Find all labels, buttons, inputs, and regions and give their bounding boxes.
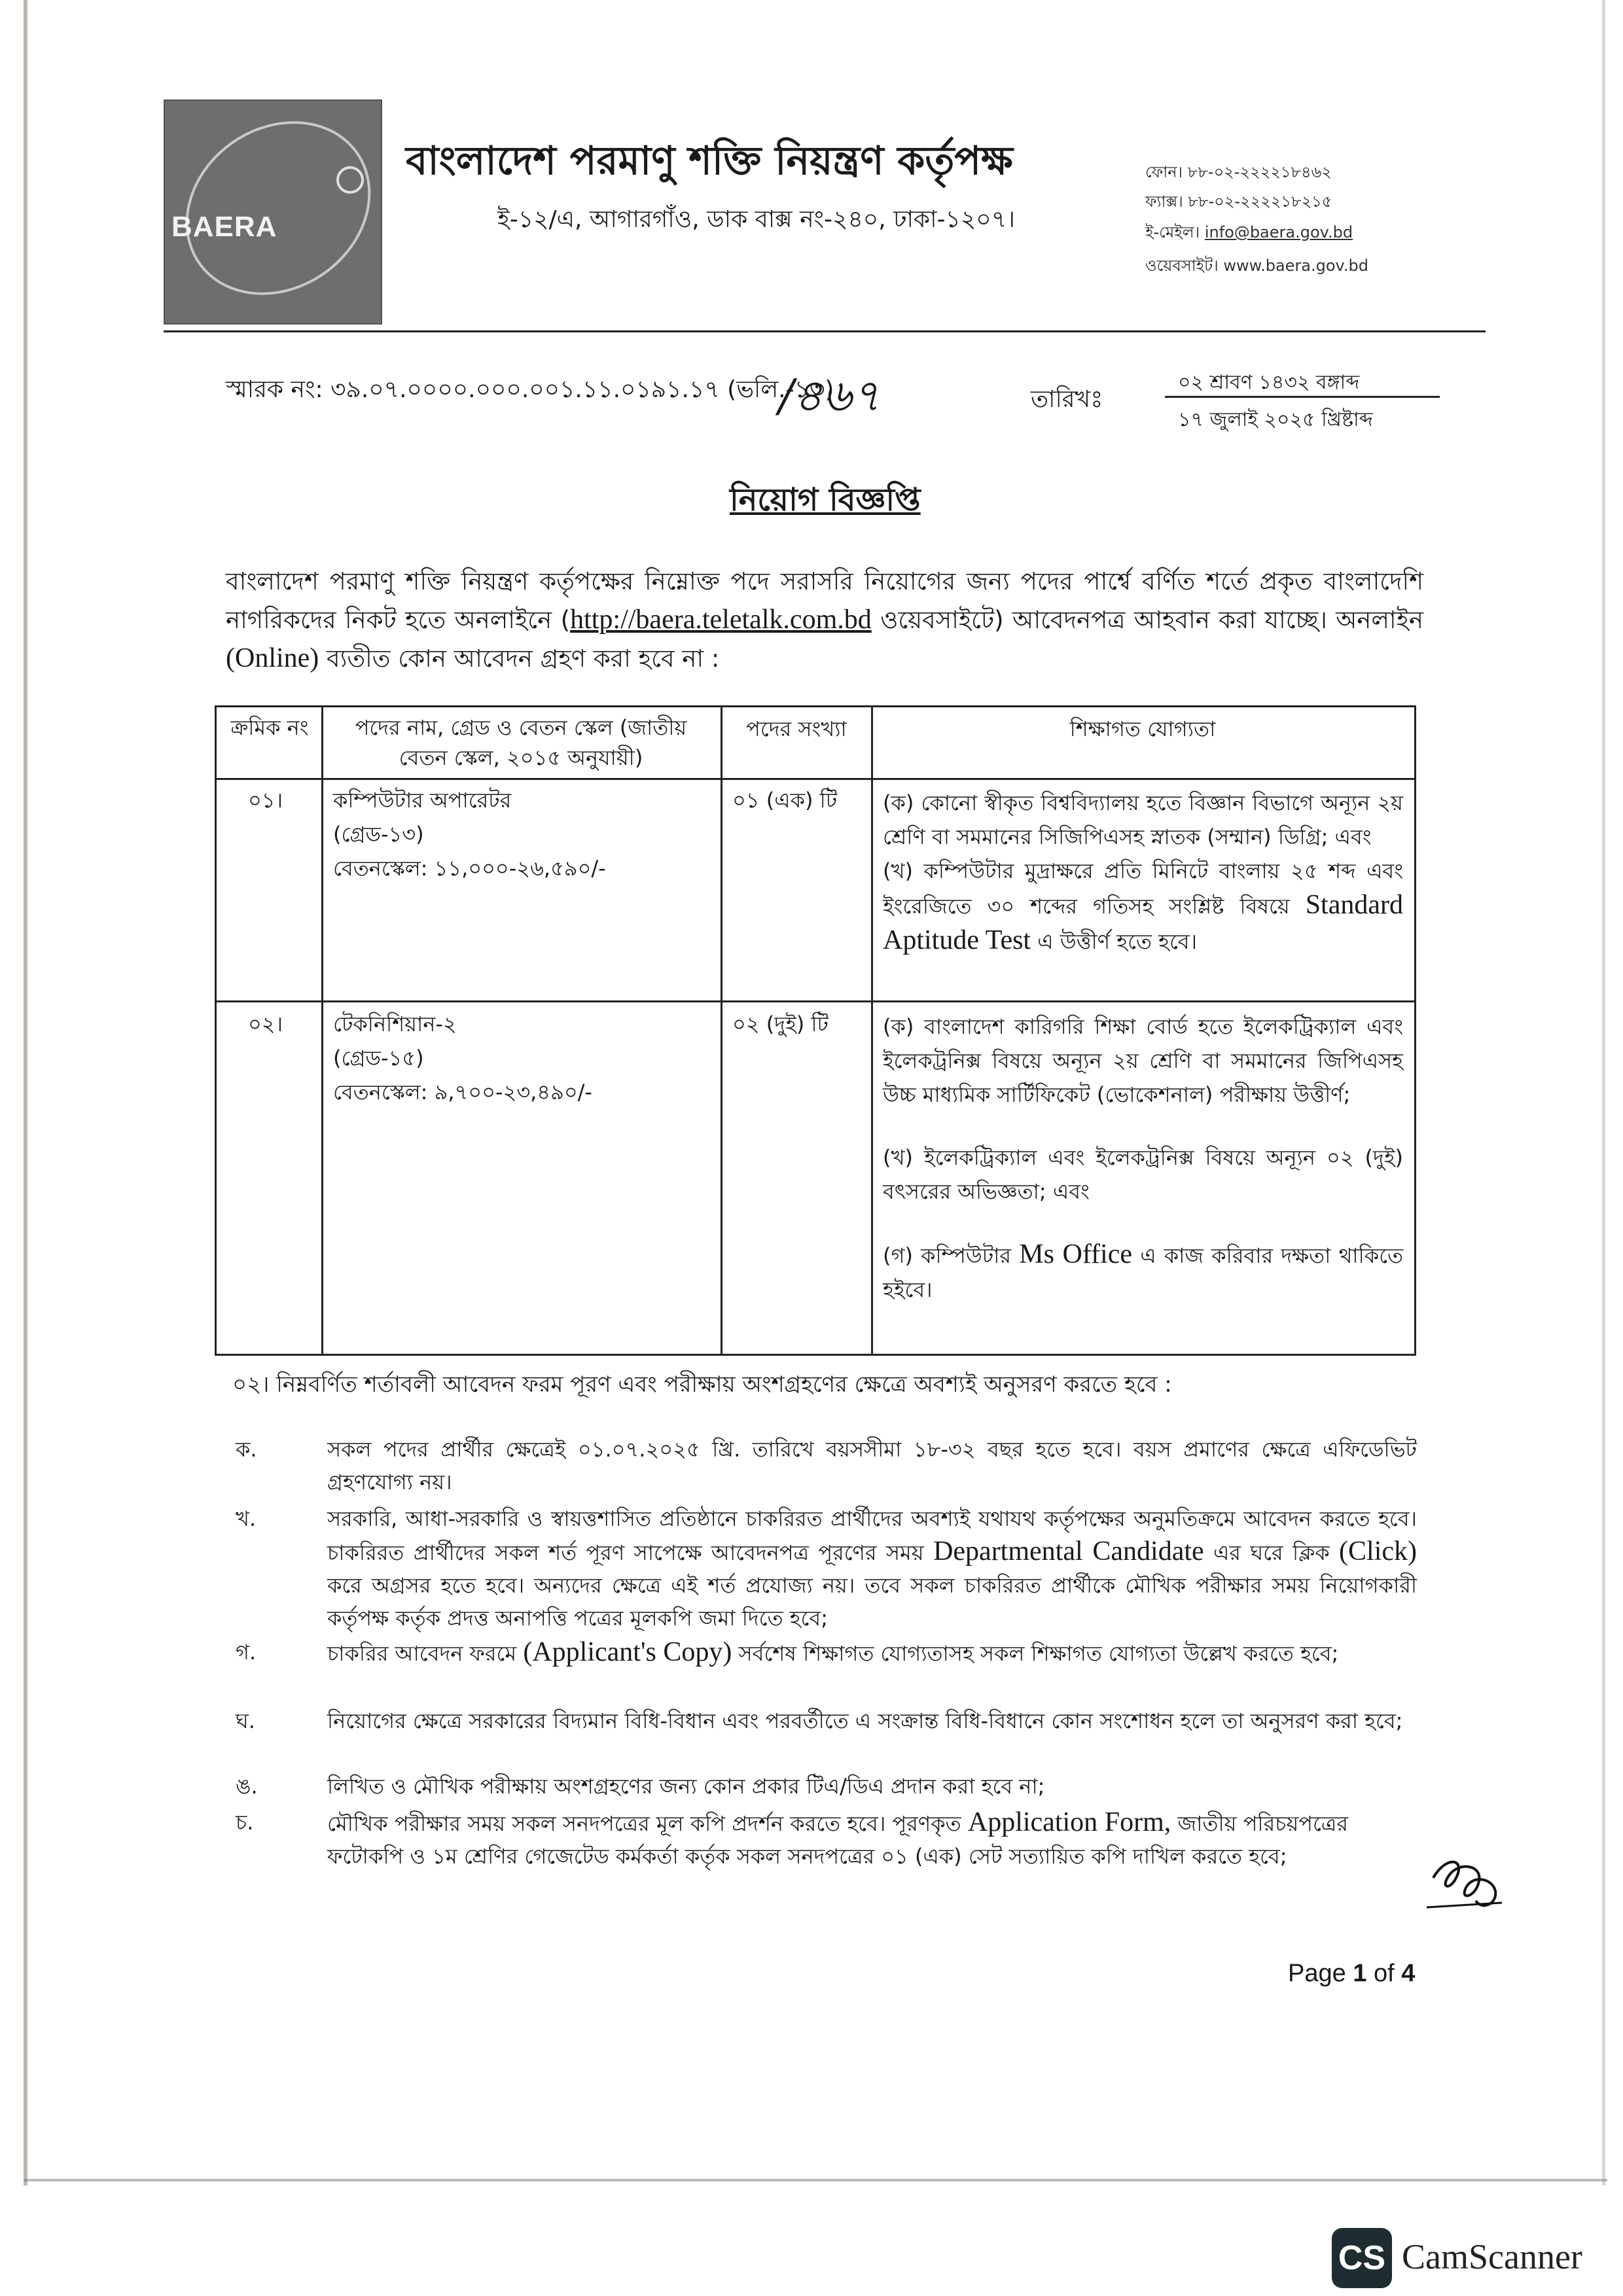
- header-divider: [164, 330, 1486, 332]
- date-english: ১৭ জুলাই ২০২৫ খ্রিষ্টাব্দ: [1178, 408, 1373, 431]
- table-col-divider-2: [721, 707, 722, 1354]
- row1-post-name: কম্পিউটার অপারেটর: [333, 788, 512, 813]
- camscanner-name: CamScanner: [1402, 2237, 1582, 2276]
- date-bangla: ০২ শ্রাবণ ১৪৩২ বঙ্গাব্দ: [1178, 371, 1360, 394]
- condition-ga-t2: সর্বশেষ শিক্ষাগত যোগ্যতাসহ সকল শিক্ষাগত যোগ্যতা উল্লেখ করতে হবে;: [732, 1641, 1339, 1666]
- intro-part-2: ওয়েবসাইটে) আবেদনপত্র আহবান করা যাচ্ছে। অনলাইন: [871, 606, 1423, 634]
- organization-name: বাংলাদেশ পরমাণু শক্তি নিয়ন্ত্রণ কর্তৃপক্ষ: [406, 138, 1013, 184]
- row2-post-name: টেকনিশিয়ান-২: [333, 1012, 457, 1036]
- condition-uma-mark: ঙ.: [236, 1774, 258, 1799]
- table-row-divider: [217, 1000, 1414, 1002]
- condition-ga-text: [327, 1636, 1417, 1670]
- condition-kha-l1: Departmental Candidate: [933, 1536, 1204, 1566]
- condition-cha-text: [327, 1806, 1348, 1873]
- condition-ka-mark: ক.: [236, 1437, 257, 1462]
- condition-uma-text: লিখিত ও মৌখিক পরীক্ষায় অংশগ্রহণের জন্য কোন প্রকার টিএ/ডিএ প্রদান করা হবে না;: [327, 1774, 1045, 1799]
- logo-subtext-mark: [171, 245, 368, 259]
- row1-post: [333, 783, 713, 885]
- row1-qual-b-latin: Standard Aptitude Test: [883, 890, 1403, 955]
- condition-ga-mark: গ.: [236, 1640, 257, 1665]
- condition-gha-text: নিয়োগের ক্ষেত্রে সরকারের বিদ্যমান বিধি-বিধান এবং পরবর্তীতে এ সংক্রান্ত বিধি-বিধানে কোন সংশোধন হলে তা অনুসরণ করা হবে;: [327, 1708, 1403, 1733]
- camscanner-logo-icon: CS: [1332, 2228, 1392, 2288]
- logo-atom-dot: [336, 166, 364, 194]
- scan-edge-left: [24, 0, 27, 2185]
- scan-edge-right: [1602, 0, 1605, 2185]
- page-of: of: [1374, 1960, 1395, 1987]
- date-divider: [1165, 396, 1440, 398]
- row2-grade: (গ্রেড-১৫): [333, 1046, 424, 1070]
- condition-gha-mark: ঘ.: [236, 1708, 255, 1733]
- row1-qualification: [883, 786, 1403, 959]
- page-current: 1: [1353, 1960, 1367, 1987]
- condition-cha-t2: জাতীয় পরিচয়পত্রের ফটোকপি ও ১ম শ্রেণির গেজেটেড কর্মকর্তা কর্তৃক সকল সনদপত্রের ০১ (এক) সেট সত্যায়িত কপি দাখিল করতে হবে;: [327, 1811, 1348, 1869]
- intro-paragraph: [226, 563, 1423, 678]
- logo-text: BAERA: [171, 211, 277, 243]
- organization-address: ই-১২/এ, আগারগাঁও, ডাক বাক্স নং-২৪০, ঢাকা-১২০৭।: [497, 206, 1015, 233]
- row2-qual-c: [883, 1237, 1403, 1307]
- row1-qual-b-post: এ উত্তীর্ণ হতে হবে।: [1031, 929, 1198, 954]
- row2-qual-b: (খ) ইলেকট্রিক্যাল এবং ইলেকট্রনিক্স বিষয়ে অন্যূন ০২ (দুই) বৎসরের অভিজ্ঞতা; এবং: [883, 1145, 1403, 1204]
- header-post: পদের নাম, গ্রেড ও বেতন স্কেল (জাতীয় বেতন স্কেল, ২০১৫ অনুযায়ী): [355, 715, 687, 770]
- page-number: [1288, 1960, 1415, 1988]
- page-total: 4: [1401, 1960, 1416, 1987]
- row1-pay-scale: বেতনস্কেল: ১১,০০০-২৬,৫৯০/-: [333, 856, 606, 881]
- contact-email: [1145, 221, 1353, 247]
- conditions-heading: ০২। নিম্নবর্ণিত শর্তাবলী আবেদন ফরম পূরণ এবং পরীক্ষায় অংশগ্রহণের ক্ষেত্রে অবশ্যই অনুসরণ করতে হবে :: [232, 1371, 1172, 1398]
- email-label: ই-মেইল।: [1145, 223, 1200, 241]
- condition-kha-t1: সরকারি, আধা-সরকারি ও স্বায়ত্তশাসিত প্রতিষ্ঠানে চাকরিরত প্রার্থীদের অবশ্যই যথাযথ কর্তৃপক্ষের অনুমতিক্রমে আবেদন করতে হবে। চাকরিরত প্রার্থীদের সকল শর্ত পূরণ সাপেক্ষে আবেদনপত্র পূরণের সময়: [327, 1506, 1417, 1565]
- condition-kha-t2: এর ঘরে ক্লিক: [1204, 1540, 1340, 1565]
- row2-post: [333, 1007, 713, 1109]
- notice-title: নিয়োগ বিজ্ঞপ্তি: [730, 482, 921, 518]
- memo-number: স্মারক নং: ৩৯.০৭.০০০০.০০০.০০১.১১.০১৯১.১৭ (ভলি.-১৩): [226, 376, 834, 403]
- contact-phone: ফোন। ৮৮-০২-২২২২১৮৪৬২: [1145, 163, 1332, 181]
- condition-kha-mark: খ.: [236, 1506, 257, 1531]
- header-qualification: শিক্ষাগত যোগ্যতা: [1069, 716, 1216, 741]
- row2-qual-a: (ক) বাংলাদেশ কারিগরি শিক্ষা বোর্ড হতে ইলেকট্রিক্যাল এবং ইলেকট্রনিক্স বিষয়ে অন্যূন ২য় শ্রেণি বা সমমানের জিপিএসহ উচ্চ মাধ্যমিক সার্টিফিকেট (ভোকেশনাল) পরীক্ষায় উত্তীর্ণ;: [883, 1014, 1403, 1107]
- row1-count: ০১ (এক) টি: [732, 788, 838, 813]
- row2-qualification: [883, 1010, 1403, 1307]
- table-col-divider-3: [871, 707, 873, 1354]
- page-word: Page: [1288, 1960, 1346, 1987]
- date-label: তারিখঃ: [1031, 386, 1103, 413]
- condition-ka-text: সকল পদের প্রার্থীর ক্ষেত্রেই ০১.০৭.২০২৫ খ্রি. তারিখে বয়সসীমা ১৮-৩২ বছর হতে হবে। বয়স প্রমাণের ক্ষেত্রে এফিডেভিট গ্রহণযোগ্য নয়।: [327, 1437, 1417, 1494]
- website-link[interactable]: www.baera.gov.bd: [1223, 256, 1368, 275]
- vacancy-table: [215, 705, 1416, 1356]
- table-header-divider: [217, 778, 1414, 780]
- table-col-divider-1: [321, 707, 323, 1354]
- baera-logo: [164, 99, 382, 325]
- row1-qual-b: [883, 854, 1403, 959]
- condition-kha-text: [327, 1502, 1417, 1634]
- condition-ga-l1: (Applicant's Copy): [523, 1637, 732, 1667]
- condition-kha-l2: (Click): [1339, 1536, 1418, 1566]
- intro-part-1: বাংলাদেশ পরমাণু শক্তি নিয়ন্ত্রণ কর্তৃপক্ষের নিম্নোক্ত পদে সরাসরি নিয়োগের জন্য পদের পার্শ্বে বর্ণিত শর্তে প্রকৃত বাংলাদেশি নাগরিকদের নিকট হতে অনলাইনে (: [226, 567, 1423, 634]
- condition-cha-l1: Application Form,: [967, 1807, 1171, 1837]
- email-link[interactable]: info@baera.gov.bd: [1204, 223, 1353, 241]
- row2-pay-scale: বেতনস্কেল: ৯,৭০০-২৩,৪৯০/-: [333, 1080, 592, 1104]
- contact-fax: ফ্যাক্স। ৮৮-০২-২২২২১৮২১৫: [1145, 192, 1332, 211]
- row2-count: ০২ (দুই) টি: [732, 1012, 829, 1036]
- logo-orbit-ring: [152, 86, 404, 330]
- condition-cha-mark: চ.: [236, 1810, 254, 1835]
- application-url-link[interactable]: http://baera.teletalk.com.bd: [570, 605, 872, 635]
- scan-edge-bottom: [24, 2179, 1607, 2181]
- row1-qual-a: (ক) কোনো স্বীকৃত বিশ্ববিদ্যালয় হতে বিজ্ঞান বিভাগে অন্যূন ২য় শ্রেণি বা সমমানের সিজিপিএসহ স্নাতক (সম্মান) ডিগ্রি; এবং: [883, 790, 1403, 849]
- row2-qual-c-latin: Ms Office: [1019, 1239, 1132, 1269]
- row1-qual-b-pre: (খ) কম্পিউটার মুদ্রাক্ষরে প্রতি মিনিটে বাংলায় ২৫ শব্দ এবং ইংরেজিতে ৩০ শব্দের গতিসহ সংশ্লিষ্ট বিষয়ে: [883, 858, 1403, 919]
- handwritten-signature: [1420, 1852, 1512, 1917]
- handwritten-memo-number: /৪৬৭: [779, 370, 881, 422]
- condition-kha-t3: করে অগ্রসর হতে হবে। অন্যদের ক্ষেত্রে এই শর্ত প্রযোজ্য নয়। তবে সকল চাকরিরত প্রার্থীকে মৌখিক পরীক্ষার সময় নিয়োগকারী কর্তৃপক্ষ কর্তৃক প্রদত্ত অনাপত্তি পত্রের মূলকপি জমা দিতে হবে;: [327, 1573, 1417, 1631]
- intro-part-3: ব্যতীত কোন আবেদন গ্রহণ করা হবে না :: [319, 645, 720, 673]
- intro-online-word: (Online): [226, 643, 319, 673]
- row1-serial: ০১।: [248, 788, 283, 813]
- website-label: ওয়েবসাইট।: [1145, 256, 1219, 275]
- header-serial: ক্রমিক নং: [230, 715, 309, 740]
- row1-grade: (গ্রেড-১৩): [333, 822, 424, 847]
- row2-qual-c-post: এ কাজ করিবার দক্ষতা থাকিতে হইবে।: [883, 1243, 1403, 1302]
- condition-cha-t1: মৌখিক পরীক্ষার সময় সকল সনদপত্রের মূল কপি প্রদর্শন করতে হবে। পূরণকৃত: [327, 1811, 968, 1836]
- header-count: পদের সংখ্যা: [746, 716, 847, 741]
- row2-serial: ০২।: [248, 1012, 283, 1036]
- row2-qual-c-pre: (গ) কম্পিউটার: [883, 1243, 1020, 1268]
- contact-website: [1145, 254, 1368, 280]
- condition-ga-t1: চাকরির আবেদন ফরমে: [327, 1641, 524, 1666]
